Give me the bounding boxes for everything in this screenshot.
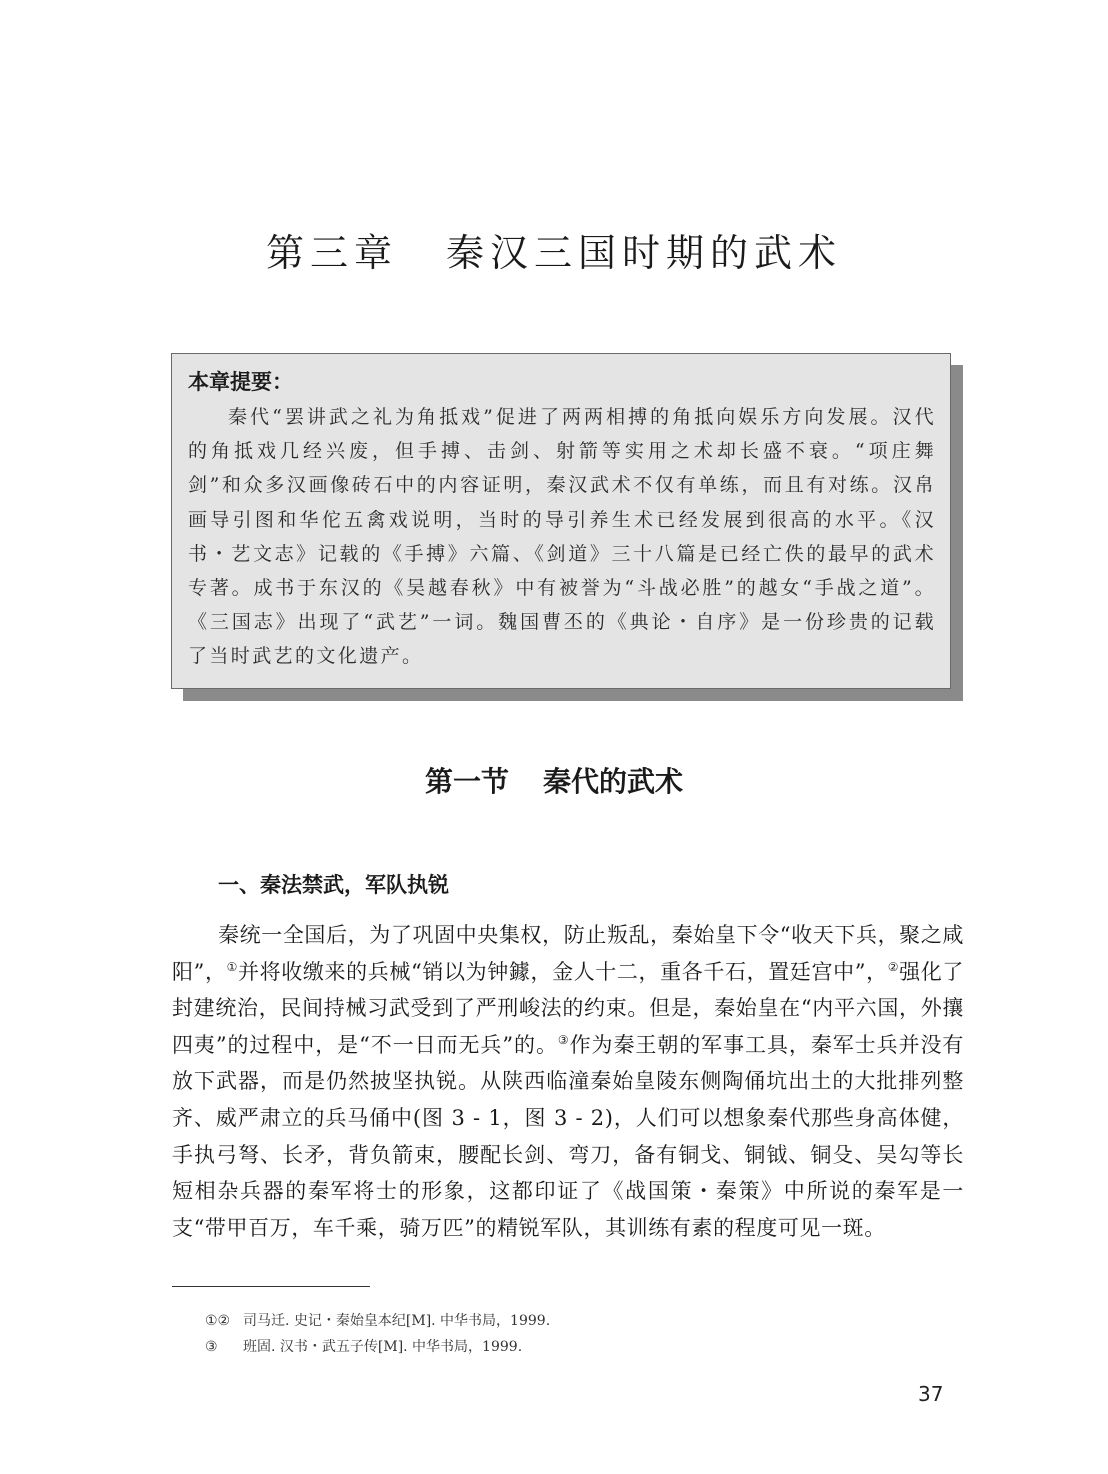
summary-text: 秦代“罢讲武之礼为角抵戏”促进了两两相搏的角抵向娱乐方向发展。汉代的角抵戏几经兴废，但手搏、击剑、射箭等实用之术却长盛不衰。“项庄舞剑”和众多汉画像砖石中的内容证明，秦汉武术不仅有单练，而且有对练。汉帛画导引图和华佗五禽戏说明，当时的导引养生术已经发展到很高的水平。《汉书・艺文志》记载的《手搏》六篇、《剑道》三十八篇是已经亡佚的最早的武术专著。成书于东汉的《吴越春秋》中有被誉为“斗战必胜”的越女“手战之道”。《三国志》出现了“武艺”一词。魏国曹丕的《典论・自序》是一份珍贵的记载了当时武艺的文化遗产。 [188, 406, 936, 668]
chapter-title [0, 222, 1108, 277]
subsection-heading: 一、秦法禁武，军队执锐 [218, 873, 449, 897]
footnote-text: 司马迁. 史记・秦始皇本纪[M]. 中华书局，1999. [243, 1313, 551, 1329]
body-text-1: 秦统一全国后，为了巩固中央集权，防止叛乱，秦始皇下令“收天下兵，聚之咸阳”， [172, 923, 964, 984]
footnote-mark: ①② [205, 1313, 231, 1329]
body-text-3: 强化了封建统治，民间持械习武受到了严刑峻法的约束。但是，秦始皇在“内平六国，外攘四夷”的过程中，是“不一日而无兵”的。 [172, 959, 965, 1057]
chapter-name: 秦汉三国时期的武术 [446, 231, 843, 275]
summary-heading: 本章提要： [188, 370, 293, 394]
footnote-divider [172, 1286, 370, 1287]
chapter-number: 第三章 [265, 231, 398, 275]
section-number: 第一节 [424, 765, 509, 798]
footnotes [205, 1308, 550, 1360]
section-name: 秦代的武术 [543, 765, 684, 798]
footnote-ref-2[interactable]: ② [887, 959, 900, 974]
body-paragraph [172, 917, 964, 1246]
footnote-item [205, 1334, 550, 1360]
chapter-summary [171, 353, 951, 689]
footnote-text: 班固. 汉书・武五子传[M]. 中华书局，1999. [243, 1339, 523, 1355]
footnote-ref-3[interactable]: ③ [557, 1032, 570, 1047]
footnote-item [205, 1308, 550, 1334]
section-title [0, 760, 1108, 800]
page-number: 37 [918, 1382, 944, 1406]
footnote-mark: ③ [205, 1339, 218, 1355]
footnote-ref-1[interactable]: ① [226, 959, 238, 974]
body-text-4: 作为秦王朝的军事工具，秦军士兵并没有放下武器，而是仍然披坚执锐。从陕西临潼秦始皇陵东侧陶俑坑出土的大批排列整齐、威严肃立的兵马俑中(图 3 - 1，图 3 - 2)，人们可以想象秦代那些身高体健，手执弓弩、长矛，背负箭束，腰配长剑、弯刀，备有铜戈、铜钺、铜殳、吴勾等长短相杂兵器的秦军将士的形象，这都印证了《战国策・秦策》中所说的秦军是一支“带甲百万，车千乘，骑万匹”的精锐军队，其训练有素的程度可见一斑。 [172, 1032, 965, 1240]
body-text-2: 并将收缴来的兵械“销以为钟鐻，金人十二，重各千石，置廷宫中”， [238, 959, 888, 984]
summary-box [171, 353, 951, 689]
